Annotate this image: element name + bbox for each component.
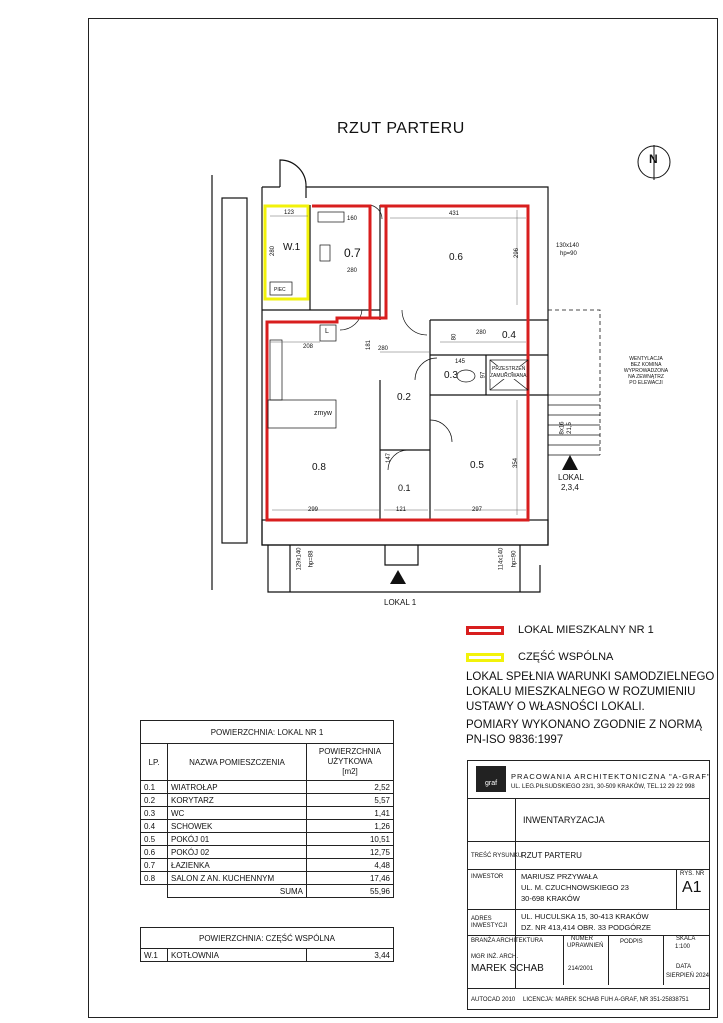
table-cell: POKÓJ 01 [168,833,307,846]
table-cell: 0.6 [141,846,168,859]
dim-stairs: 8x16 [559,421,566,435]
sum-label: SUMA [168,885,307,898]
firm-address: UL. LEG.PIŁSUDSKIEGO 23/1, 30-509 KRAKÓW, TEL.12 29 22 998 [511,784,695,790]
lokal-bottom-label: LOKAL 1 [384,598,417,607]
dim-280-07: 280 [347,268,358,274]
author-title: MGR INŻ. ARCH. [471,954,519,960]
dim-297: 297 [472,507,483,513]
room-label-08: 0.8 [312,462,326,473]
document-type: INWENTARYZACJA [523,815,605,825]
drawing-number: A1 [682,879,702,896]
drawing-number-label: RYS. NR [680,871,705,877]
dim-stairs-h: 21,5 [566,422,573,434]
room-label-07: 0.7 [344,246,361,260]
table-cell: 0.5 [141,833,168,846]
investment-address: UL. HUCULSKA 15, 30-413 KRAKÓW [521,912,649,921]
window-br-size: 114x140 [498,547,505,571]
dim-97: 97 [480,371,487,379]
table-cell: 10,51 [307,833,394,846]
dim-280-02: 280 [378,346,389,352]
sum-value: 55,96 [307,885,394,898]
table-cell: 0.3 [141,807,168,820]
legend-yellow-label: CZĘŚĆ WSPÓLNA [518,651,614,663]
area-table-title: POWIERZCHNIA: LOKAL NR 1 [141,721,394,744]
date-label: DATA [676,964,692,970]
table-row [141,794,394,807]
table-cell: 0.2 [141,794,168,807]
table-cell: ŁAZIENKA [168,859,307,872]
table-cell: 1,26 [307,820,394,833]
room-label-w1: W.1 [283,242,301,253]
lokal-right-label: LOKAL [558,473,584,482]
license-info: LICENCJA: MAREK SCHAB FUH A-GRAF, NR 351-25838751 [523,997,689,1003]
dim-123: 123 [284,210,295,216]
window-bl-size: 129x140 [296,547,303,571]
table-cell: SCHOWEK [168,820,307,833]
norm-note: POMIARY WYKONANO ZGODNIE Z NORMĄ PN-ISO 9836:1997 [466,719,702,746]
window-right-size: 130x140 [556,243,580,249]
room-label-03: 0.3 [444,370,458,381]
address-label-2: INWESTYCJI [471,923,508,929]
table-cell: 0.8 [141,872,168,885]
boiler-label: PIEC [274,287,286,293]
north-arrow-icon: N [649,152,658,166]
table-row [141,949,394,962]
legend-yellow [466,651,613,663]
agraf-logo: graf [476,766,506,792]
table-cell: 17,46 [307,872,394,885]
investor-name: MARIUSZ PRZYWAŁA [521,872,598,881]
walled-space-label-2: ZAMUROWANA [490,373,527,379]
investment-plot: DZ. NR 413,414 OBR. 33 PODGÓRZE [521,923,652,932]
dim-296: 296 [514,247,521,259]
author-name: MAREK SCHAB [471,963,544,974]
table-cell: KOTŁOWNIA [168,949,307,962]
table-row [141,872,394,885]
dim-299: 299 [308,507,319,513]
investor-city: 30-698 KRAKÓW [521,894,580,903]
dim-280-04: 280 [476,330,487,336]
table-row [141,820,394,833]
room-label-05: 0.5 [470,460,484,471]
dim-145: 145 [455,359,466,365]
table-cell: 0.4 [141,820,168,833]
table-cell: 2,52 [307,781,394,794]
ventilation-note: WENTYLACJA BEZ KOMINA WYPROWADZONA NA ZEWNĄTRZ PO ELEWACJI [623,356,669,386]
legend-red [466,624,654,636]
date-value: SIERPIEŃ 2024 [666,973,710,979]
room-label-04: 0.4 [502,330,516,341]
lokal-right-number: 2,3,4 [561,483,579,492]
software-label: AUTOCAD 2010 [471,997,516,1003]
col-name: NAZWA POMIESZCZENIA [168,744,307,781]
common-area-table [140,927,394,962]
dim-160: 160 [347,216,358,222]
dim-181: 181 [366,339,373,351]
table-row [141,846,394,859]
license-number: 214/2001 [568,966,594,972]
room-label-02: 0.2 [397,392,411,403]
walled-space-label-1: PRZESTRZEŃ [492,366,526,372]
table-row [141,781,394,794]
investor-street: UL. M. CZUCHNOWSKIEGO 23 [521,883,629,892]
table-cell: WC [168,807,307,820]
signature-label: PODPIS [620,939,643,945]
investor-label: INWESTOR [471,874,504,880]
drawing-title: RZUT PARTERU [337,120,465,137]
yellow-legend-swatch [466,653,504,662]
table-cell: 0.1 [141,781,168,794]
legend-red-label: LOKAL MIESZKALNY NR 1 [518,624,654,636]
tresc-label: TREŚĆ RYSUNKU [471,853,523,859]
room-label-01: 0.1 [398,483,411,493]
table-cell: 3,44 [307,949,394,962]
room-label-06: 0.6 [449,252,463,263]
table-cell: 0.7 [141,859,168,872]
tresc-value: RZUT PARTERU [521,851,582,860]
col-lp: LP. [141,744,168,781]
dim-80: 80 [451,333,458,341]
address-label-1: ADRES [471,916,492,922]
license-label-2: UPRAWNIEŃ [567,943,604,949]
window-right-hp: hp=90 [560,251,577,257]
window-br-hp: hp=90 [511,550,518,568]
table-cell: 5,57 [307,794,394,807]
table-cell: W.1 [141,949,168,962]
common-table-title: POWIERZCHNIA: CZĘŚĆ WSPÓLNA [141,928,394,949]
dim-354: 354 [513,457,520,469]
dim-280-w1: 280 [270,245,277,257]
dim-208: 208 [303,344,314,350]
compliance-note: LOKAL SPEŁNIA WARUNKI SAMODZIELNEGO LOKALU MIESZKALNEGO W ROZUMIENIU USTAWY O WŁASNOŚCI LOKALI. [466,671,715,713]
table-cell: 1,41 [307,807,394,820]
dishwasher-label: zmyw [314,410,332,417]
scale-value: 1:100 [675,944,691,950]
table-cell: POKÓJ 02 [168,846,307,859]
col-area: POWIERZCHNIA UŻYTKOWA [m2] [307,744,394,781]
red-legend-swatch [466,626,504,635]
table-row [141,859,394,872]
table-cell: 12,75 [307,846,394,859]
license-label-1: NUMER [571,936,593,942]
table-cell: WIATROŁAP [168,781,307,794]
scale-label: SKALA [676,936,696,942]
title-block [467,760,710,1010]
firm-name: PRACOWANIA ARCHITEKTONICZNA "A-GRAF" [511,772,711,781]
fridge-label: L [325,328,329,335]
table-row [141,833,394,846]
dim-147: 147 [386,452,393,464]
table-cell: KORYTARZ [168,794,307,807]
discipline-label: BRANŻA ARCHITEKTURA [471,938,544,944]
dim-121: 121 [396,507,407,513]
table-cell: 4,48 [307,859,394,872]
window-bl-hp: hp=88 [308,550,315,568]
table-row [141,807,394,820]
area-table [140,720,394,898]
table-cell: SALON Z AN. KUCHENNYM [168,872,307,885]
dim-431: 431 [449,211,460,217]
